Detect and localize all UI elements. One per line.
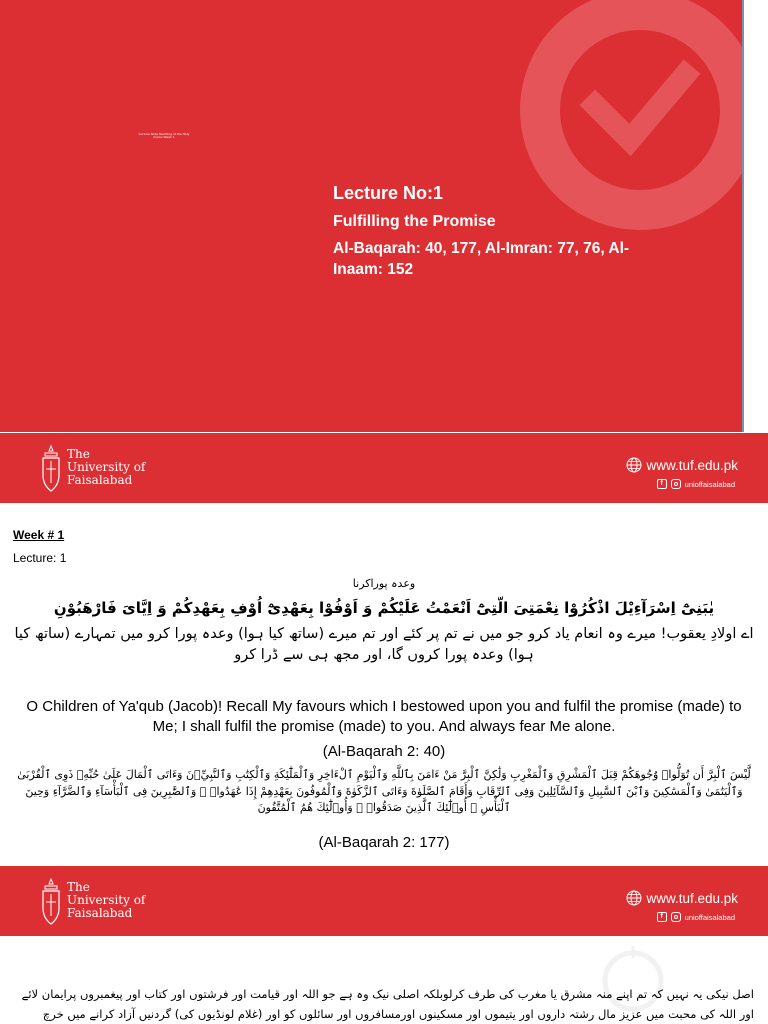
arabic-verse-177: لَّيْسَ ٱلْبِرَّ أَن تُوَلُّوا۟ وُجُوهَكُمْ قِبَلَ ٱلْمَشْرِقِ وَٱلْمَغْرِبِ وَلَٰكِنَّ ٱلْبِرَّ مَنْ ءَامَنَ بِٱللَّهِ وَٱلْيَوْمِ ٱلْءَاخِرِ وَٱلْمَلَٰٓئِكَةِ وَٱلْكِتَٰبِ وَٱلنَّبِيِّۦنَ وَءَاتَى ٱلْمَالَ عَلَىٰ حُبِّهِۦ ذَوِى ٱلْقُرْبَىٰ وَٱلْيَتَٰمَىٰ وَٱلْمَسَٰكِينَ وَٱبْنَ ٱلسَّبِيلِ وَٱلسَّآئِلِينَ وَفِى ٱلرِّقَابِ وَأَقَامَ ٱلصَّلَوٰةَ وَءَاتَى ٱلزَّكَوٰةَ وَٱلْمُوفُونَ بِعَهْدِهِمْ إِذَا عَٰهَدُوا۟ ۖ وَٱلصَّٰبِرِينَ فِى ٱلْبَأْسَآءِ وَٱلضَّرَّآءِ وَحِينَ ٱلْبَأْسِ ۗ أُو۟لَٰٓئِكَ ٱلَّذِينَ صَدَقُوا۟ ۖ وَأُو۟لَٰٓئِكَ هُمُ ٱلْمُتَّقُونَ bbox=[17, 768, 751, 814]
facebook-icon[interactable]: f bbox=[657, 912, 667, 922]
urdu-topic-heading: وعدہ پوراکرنا bbox=[352, 577, 416, 590]
facebook-icon[interactable]: f bbox=[657, 479, 667, 489]
university-name-line3: Faisalabad bbox=[67, 473, 133, 487]
week-heading: Week # 1 bbox=[13, 528, 65, 542]
social-handle: unioffaisalabad bbox=[684, 479, 735, 489]
website-url: www.tuf.edu.pk bbox=[646, 457, 738, 473]
university-name-line2: University of bbox=[67, 893, 146, 907]
globe-icon bbox=[626, 457, 642, 473]
globe-icon bbox=[626, 890, 642, 906]
university-name-line2: University of bbox=[67, 460, 146, 474]
verse-reference-40: (Al-Baqarah 2: 40) bbox=[322, 743, 446, 760]
website-url: www.tuf.edu.pk bbox=[646, 890, 738, 906]
urdu-translation-40: اے اولادِ یعقوب! میرے وہ انعام یاد کرو جو میں نے تم پر کئے اور تم میرے (ساتھ کیا ہوا) وعدہ پورا کرو میں تمہارے (ساتھ کیا ہوا) وعدہ پورا کروں گا، اور مجھ ہی سے ڈرا کرو bbox=[14, 626, 754, 663]
university-name bbox=[67, 881, 145, 920]
crest-icon bbox=[40, 876, 62, 928]
urdu-translation-177: اصل نیکی یہ نہیں کہ تم اپنے منہ مشرق یا مغرب کی طرف کرلوبلکہ اصلی نیک وہ ہے جو اللہ اور قیامت اور فرشتوں اور کتاب اور پیغمبروں پرایمان لائے اور اللہ کی محبت میں عزیز مال رشتہ داروں اور یتیموں اور مسکینوں اورمسافروں اور سائلوں کو اور (غلام لونڈیوں کی) گردنیں آزاد کرانے میں خرچ bbox=[21, 987, 754, 1021]
cover-mini-caption: Lecture Note Teaching of the Holy Quran Week 1 bbox=[138, 132, 190, 140]
lecture-label: Lecture: 1 bbox=[13, 551, 67, 565]
lecture-title: Fulfilling the Promise bbox=[333, 213, 496, 230]
verse-reference-177: (Al-Baqarah 2: 177) bbox=[318, 834, 450, 851]
arabic-verse-40: يٰبَنِیْٓ اِسْرَآءِیْلَ اذْكُرُوْا نِعْمَتِیَ الَّتِیْٓ اَنْعَمْتُ عَلَیْكُمْ وَ اَوْفُوْا بِعَهْدِیْٓ اُوْفِ بِعَهْدِكُمْ وَ اِیَّایَ فَارْهَبُوْنِ bbox=[53, 599, 715, 617]
header-banner bbox=[0, 433, 768, 503]
cover-slide bbox=[0, 0, 744, 432]
header-banner-page-2 bbox=[0, 866, 768, 936]
instagram-icon[interactable] bbox=[671, 912, 681, 922]
social-handle: unioffaisalabad bbox=[684, 912, 735, 922]
instagram-icon[interactable] bbox=[671, 479, 681, 489]
lecture-number: Lecture No:1 bbox=[333, 183, 444, 203]
social-links[interactable] bbox=[657, 912, 735, 922]
university-name-line1: The bbox=[67, 880, 90, 894]
university-name bbox=[67, 448, 145, 487]
university-logo[interactable] bbox=[40, 876, 160, 928]
website-link[interactable] bbox=[626, 457, 738, 473]
university-logo[interactable] bbox=[40, 443, 160, 495]
cover-text-block bbox=[333, 181, 653, 280]
lecture-references: Al-Baqarah: 40, 177, Al-Imran: 77, 76, Al-Inaam: 152 bbox=[333, 240, 630, 278]
crest-icon bbox=[40, 443, 62, 495]
social-links[interactable] bbox=[657, 479, 735, 489]
university-name-line1: The bbox=[67, 447, 90, 461]
english-translation-40: O Children of Ya'qub (Jacob)! Recall My favours which I bestowed upon you and fulfil the promise (made) to Me; I shall fulfil the promise (made) to you. And always fear Me alone. bbox=[26, 698, 742, 735]
university-name-line3: Faisalabad bbox=[67, 906, 133, 920]
website-link[interactable] bbox=[626, 890, 738, 906]
